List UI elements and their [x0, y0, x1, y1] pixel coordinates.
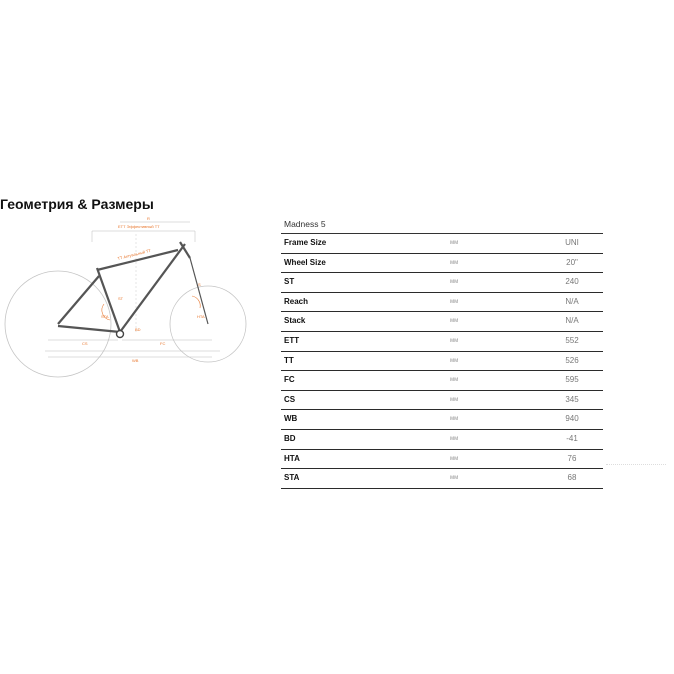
row-label: HTA	[284, 453, 300, 463]
row-label: TT	[284, 355, 294, 365]
bd-label: BD	[135, 327, 141, 332]
row-value: N/A	[565, 316, 579, 326]
ett-label: ETT Эффективный TT	[118, 224, 160, 229]
table-row	[281, 371, 603, 391]
geometry-diagram	[0, 214, 270, 384]
table-row	[281, 450, 603, 470]
row-unit: мм	[450, 318, 459, 325]
table-row	[281, 332, 603, 352]
row-value: 345	[565, 394, 579, 404]
fc-label: FC	[160, 341, 166, 346]
table-row	[281, 293, 603, 313]
dotted-divider	[606, 464, 666, 465]
row-value: 552	[565, 335, 579, 345]
row-value: 940	[565, 414, 579, 424]
row-unit: мм	[450, 455, 459, 462]
hta-label: HTA	[197, 314, 205, 319]
table-row	[281, 430, 603, 450]
row-unit: мм	[450, 279, 459, 286]
row-label: Frame Size	[284, 238, 327, 247]
row-label: Reach	[284, 296, 309, 306]
row-value: 595	[565, 375, 579, 385]
row-unit: мм	[450, 435, 459, 442]
model-name: Madness 5	[281, 216, 603, 234]
row-label: BD	[284, 433, 296, 443]
seat-tube	[97, 268, 120, 332]
row-unit: мм	[450, 337, 459, 344]
row-label: CS	[284, 394, 296, 404]
stack-label: S	[198, 282, 201, 287]
bike-frame-drawing	[0, 214, 270, 384]
table-row	[281, 312, 603, 332]
row-unit: мм	[450, 259, 459, 266]
row-label: STA	[284, 473, 300, 483]
row-unit: мм	[450, 377, 459, 384]
row-value: 20"	[566, 257, 578, 267]
table-row	[281, 352, 603, 372]
seat-stay	[58, 276, 99, 324]
table-row	[281, 234, 603, 254]
reach-label: R	[147, 216, 150, 221]
table-row	[281, 469, 603, 489]
row-unit: мм	[450, 240, 459, 246]
page-title: Геометрия & Размеры	[0, 196, 154, 212]
table-row	[281, 391, 603, 411]
row-label: WB	[284, 414, 298, 424]
row-unit: мм	[450, 416, 459, 423]
row-label: ETT	[284, 335, 300, 345]
sta-label: STA	[101, 314, 109, 319]
geometry-rows	[281, 234, 603, 489]
hta-arc	[192, 296, 200, 308]
row-unit: мм	[450, 298, 459, 305]
tt-label: TT Актуальный TT	[117, 247, 152, 261]
row-label: Wheel Size	[284, 257, 326, 267]
row-value: UNI	[565, 238, 579, 247]
row-label: ST	[284, 277, 295, 287]
row-unit: мм	[450, 396, 459, 403]
row-label: FC	[284, 375, 295, 385]
table-row	[281, 273, 603, 293]
st-label: ST	[118, 296, 124, 301]
row-value: N/A	[565, 296, 579, 306]
cs-label: CS	[82, 341, 88, 346]
row-value: 76	[567, 453, 577, 463]
geometry-table	[281, 216, 603, 489]
row-unit: мм	[450, 357, 459, 364]
bottom-bracket	[117, 331, 124, 338]
wb-label: WB	[132, 358, 139, 363]
row-value: -41	[566, 433, 578, 443]
row-label: Stack	[284, 316, 306, 326]
row-unit: мм	[450, 475, 459, 482]
row-value: 526	[565, 355, 579, 365]
row-value: 240	[565, 277, 579, 287]
table-row	[281, 410, 603, 430]
table-row	[281, 254, 603, 274]
row-value: 68	[567, 473, 577, 483]
